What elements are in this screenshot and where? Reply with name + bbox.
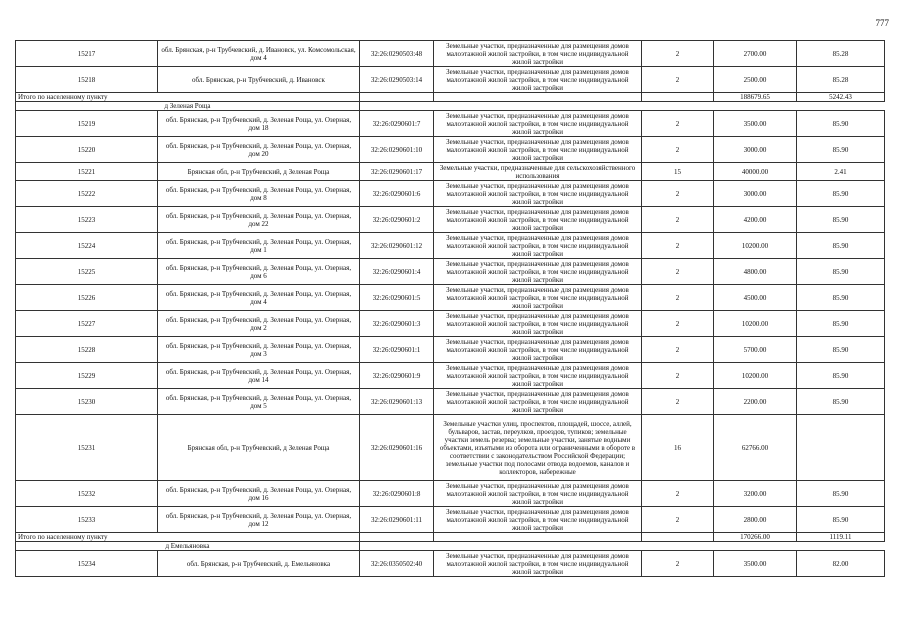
group-cell: 15 xyxy=(642,163,714,181)
address-cell: обл. Брянская, р-н Трубчевский, д. Зеленая Роща, ул. Озерная, дом 1 xyxy=(158,233,360,259)
rate-cell: 85.90 xyxy=(797,259,885,285)
group-cell: 2 xyxy=(642,181,714,207)
cadastral-number-cell: 32:26:0290503:14 xyxy=(360,67,434,93)
address-cell: обл. Брянская, р-н Трубчевский, д. Зеленая Роща, ул. Озерная, дом 16 xyxy=(158,481,360,507)
area-cell: 4200.00 xyxy=(714,207,797,233)
rate-cell xyxy=(797,415,885,481)
group-cell: 2 xyxy=(642,111,714,137)
record-number: 15217 xyxy=(16,41,158,67)
land-use-cell: Земельные участки, предназначенные для размещения домов малоэтажной жилой застройки, в том числе индивидуальной жилой застройки xyxy=(434,259,642,285)
land-use-cell: Земельные участки, предназначенные для размещения домов малоэтажной жилой застройки, в том числе индивидуальной жилой застройки xyxy=(434,207,642,233)
record-number: 15223 xyxy=(16,207,158,233)
rate-cell: 82.00 xyxy=(797,551,885,577)
rate-cell: 2.41 xyxy=(797,163,885,181)
group-cell: 2 xyxy=(642,137,714,163)
land-use-cell: Земельные участки, предназначенные для размещения домов малоэтажной жилой застройки, в том числе индивидуальной жилой застройки xyxy=(434,337,642,363)
table-row xyxy=(16,163,885,181)
record-number: 15221 xyxy=(16,163,158,181)
area-cell: 3500.00 xyxy=(714,111,797,137)
land-use-cell: Земельные участки улиц, проспектов, площадей, шоссе, аллей, бульваров, застав, переулков, проездов, тупиков; земельные участки земель резерва; земельные участки, занятые водными объектами, изъятыми из оборота или ограниченными в обороте в соответствии с законодательством Российской Федерации; земельные участки под полосами отвода водоемов, каналов и коллекторов, набережные xyxy=(434,415,642,481)
rate-cell: 85.90 xyxy=(797,181,885,207)
rate-cell: 85.90 xyxy=(797,337,885,363)
land-use-cell: Земельные участки, предназначенные для размещения домов малоэтажной жилой застройки, в том числе индивидуальной жилой застройки xyxy=(434,389,642,415)
area-cell: 4800.00 xyxy=(714,259,797,285)
area-cell: 2500.00 xyxy=(714,67,797,93)
rate-cell: 85.90 xyxy=(797,207,885,233)
rate-cell: 85.90 xyxy=(797,363,885,389)
cadastral-number-cell: 32:26:0290601:9 xyxy=(360,363,434,389)
cadastral-number-cell: 32:26:0290601:5 xyxy=(360,285,434,311)
group-cell: 2 xyxy=(642,207,714,233)
record-number: 15225 xyxy=(16,259,158,285)
land-use-cell: Земельные участки, предназначенные для размещения домов малоэтажной жилой застройки, в том числе индивидуальной жилой застройки xyxy=(434,111,642,137)
land-use-cell: Земельные участки, предназначенные для размещения домов малоэтажной жилой застройки, в том числе индивидуальной жилой застройки xyxy=(434,41,642,67)
cadastral-number-cell: 32:26:0290601:13 xyxy=(360,389,434,415)
address-cell: обл. Брянская, р-н Трубчевский, д. Зеленая Роща, ул. Озерная, дом 2 xyxy=(158,311,360,337)
cadastral-number-cell: 32:26:0290601:4 xyxy=(360,259,434,285)
rate-cell: 85.90 xyxy=(797,233,885,259)
area-cell: 4500.00 xyxy=(714,285,797,311)
page-number: 777 xyxy=(875,18,889,28)
record-number: 15230 xyxy=(16,389,158,415)
cadastral-number-cell: 32:26:0290601:8 xyxy=(360,481,434,507)
rate-cell: 85.90 xyxy=(797,285,885,311)
table-row xyxy=(16,415,885,481)
record-number: 15227 xyxy=(16,311,158,337)
rate-cell: 85.90 xyxy=(797,389,885,415)
table-row xyxy=(16,181,885,207)
address-cell: обл. Брянская, р-н Трубчевский, д. Зеленая Роща, ул. Озерная, дом 5 xyxy=(158,389,360,415)
record-number: 15233 xyxy=(16,507,158,533)
address-cell: обл. Брянская, р-н Трубчевский, д. Емельяновка xyxy=(158,551,360,577)
record-number: 15229 xyxy=(16,363,158,389)
rate-cell: 85.90 xyxy=(797,111,885,137)
area-cell: 3500.00 xyxy=(714,551,797,577)
address-cell: обл. Брянская, р-н Трубчевский, д. Ивановск xyxy=(158,67,360,93)
land-use-cell: Земельные участки, предназначенные для сельскохозяйственного использования xyxy=(434,163,642,181)
total-label: Итого по населенному пункту xyxy=(16,533,360,542)
address-cell: Брянская обл, р-н Трубчевский, д Зеленая Роща xyxy=(158,415,360,481)
area-cell: 3000.00 xyxy=(714,181,797,207)
record-number: 15231 xyxy=(16,415,158,481)
record-number: 15222 xyxy=(16,181,158,207)
table-row xyxy=(16,551,885,577)
land-use-cell: Земельные участки, предназначенные для размещения домов малоэтажной жилой застройки, в том числе индивидуальной жилой застройки xyxy=(434,507,642,533)
cadastral-number-cell: 32:26:0290601:6 xyxy=(360,181,434,207)
table-row xyxy=(16,111,885,137)
total-rate: 1119.11 xyxy=(797,533,885,542)
cadastral-number-cell: 32:26:0290601:1 xyxy=(360,337,434,363)
address-cell: обл. Брянская, р-н Трубчевский, д. Зеленая Роща, ул. Озерная, дом 6 xyxy=(158,259,360,285)
address-cell: обл. Брянская, р-н Трубчевский, д. Зеленая Роща, ул. Озерная, дом 4 xyxy=(158,285,360,311)
table-row xyxy=(16,507,885,533)
cadastral-number-cell: 32:26:0290503:48 xyxy=(360,41,434,67)
land-use-cell: Земельные участки, предназначенные для размещения домов малоэтажной жилой застройки, в том числе индивидуальной жилой застройки xyxy=(434,481,642,507)
address-cell: обл. Брянская, р-н Трубчевский, д. Зеленая Роща, ул. Озерная, дом 12 xyxy=(158,507,360,533)
cadastral-number-cell: 32:26:0290601:3 xyxy=(360,311,434,337)
table-body xyxy=(16,41,885,577)
locality-total-row xyxy=(16,93,885,102)
total-area: 188679.65 xyxy=(714,93,797,102)
group-cell: 2 xyxy=(642,67,714,93)
table-row xyxy=(16,285,885,311)
table-row xyxy=(16,311,885,337)
rate-cell: 85.28 xyxy=(797,41,885,67)
locality-header-row xyxy=(16,102,885,111)
group-cell: 2 xyxy=(642,259,714,285)
area-cell: 62766.00 xyxy=(714,415,797,481)
group-cell: 2 xyxy=(642,337,714,363)
table-row xyxy=(16,337,885,363)
rate-cell: 85.90 xyxy=(797,507,885,533)
group-cell: 2 xyxy=(642,507,714,533)
area-cell: 2700.00 xyxy=(714,41,797,67)
area-cell: 5700.00 xyxy=(714,337,797,363)
table-row xyxy=(16,363,885,389)
record-number: 15219 xyxy=(16,111,158,137)
cadastral-number-cell: 32:26:0290601:16 xyxy=(360,415,434,481)
table-row xyxy=(16,207,885,233)
land-use-cell: Земельные участки, предназначенные для размещения домов малоэтажной жилой застройки, в том числе индивидуальной жилой застройки xyxy=(434,311,642,337)
table-row xyxy=(16,137,885,163)
total-label: Итого по населенному пункту xyxy=(16,93,360,102)
rate-cell: 85.90 xyxy=(797,311,885,337)
address-cell: обл. Брянская, р-н Трубчевский, д. Зеленая Роща, ул. Озерная, дом 14 xyxy=(158,363,360,389)
rate-cell: 85.90 xyxy=(797,137,885,163)
cadastral-value-table xyxy=(15,40,885,577)
address-cell: обл. Брянская, р-н Трубчевский, д. Зеленая Роща, ул. Озерная, дом 22 xyxy=(158,207,360,233)
record-number: 15218 xyxy=(16,67,158,93)
land-use-cell: Земельные участки, предназначенные для размещения домов малоэтажной жилой застройки, в том числе индивидуальной жилой застройки xyxy=(434,137,642,163)
area-cell: 2800.00 xyxy=(714,507,797,533)
group-cell: 2 xyxy=(642,311,714,337)
record-number: 15228 xyxy=(16,337,158,363)
record-number: 15226 xyxy=(16,285,158,311)
land-use-cell: Земельные участки, предназначенные для размещения домов малоэтажной жилой застройки, в том числе индивидуальной жилой застройки xyxy=(434,363,642,389)
locality-name: д Зеленая Роща xyxy=(16,102,360,111)
address-cell: Брянская обл, р-н Трубчевский, д Зеленая Роща xyxy=(158,163,360,181)
locality-total-row xyxy=(16,533,885,542)
cadastral-number-cell: 32:26:0290601:11 xyxy=(360,507,434,533)
locality-header-row xyxy=(16,542,885,551)
address-cell: обл. Брянская, р-н Трубчевский, д. Ивановск, ул. Комсомольская, дом 4 xyxy=(158,41,360,67)
table-row xyxy=(16,41,885,67)
record-number: 15232 xyxy=(16,481,158,507)
land-use-cell: Земельные участки, предназначенные для размещения домов малоэтажной жилой застройки, в том числе индивидуальной жилой застройки xyxy=(434,67,642,93)
group-cell: 2 xyxy=(642,41,714,67)
area-cell: 3200.00 xyxy=(714,481,797,507)
record-number: 15220 xyxy=(16,137,158,163)
cadastral-number-cell: 32:26:0290601:2 xyxy=(360,207,434,233)
land-use-cell: Земельные участки, предназначенные для размещения домов малоэтажной жилой застройки, в том числе индивидуальной жилой застройки xyxy=(434,551,642,577)
record-number: 15224 xyxy=(16,233,158,259)
group-cell: 2 xyxy=(642,233,714,259)
area-cell: 40000.00 xyxy=(714,163,797,181)
area-cell: 2200.00 xyxy=(714,389,797,415)
group-cell: 2 xyxy=(642,389,714,415)
table-row xyxy=(16,233,885,259)
address-cell: обл. Брянская, р-н Трубчевский, д. Зеленая Роща, ул. Озерная, дом 18 xyxy=(158,111,360,137)
cadastral-number-cell: 32:26:0290601:7 xyxy=(360,111,434,137)
table-row xyxy=(16,67,885,93)
group-cell: 2 xyxy=(642,285,714,311)
cadastral-number-cell: 32:26:0290601:12 xyxy=(360,233,434,259)
total-area: 170266.00 xyxy=(714,533,797,542)
address-cell: обл. Брянская, р-н Трубчевский, д. Зеленая Роща, ул. Озерная, дом 3 xyxy=(158,337,360,363)
table-row xyxy=(16,389,885,415)
land-use-cell: Земельные участки, предназначенные для размещения домов малоэтажной жилой застройки, в том числе индивидуальной жилой застройки xyxy=(434,285,642,311)
record-number: 15234 xyxy=(16,551,158,577)
cadastral-number-cell: 32:26:0290601:17 xyxy=(360,163,434,181)
table-row xyxy=(16,481,885,507)
cadastral-number-cell: 32:26:0350502:40 xyxy=(360,551,434,577)
group-cell: 2 xyxy=(642,551,714,577)
rate-cell: 85.90 xyxy=(797,481,885,507)
rate-cell: 85.28 xyxy=(797,67,885,93)
land-use-cell: Земельные участки, предназначенные для размещения домов малоэтажной жилой застройки, в том числе индивидуальной жилой застройки xyxy=(434,233,642,259)
land-use-cell: Земельные участки, предназначенные для размещения домов малоэтажной жилой застройки, в том числе индивидуальной жилой застройки xyxy=(434,181,642,207)
total-rate: 5242.43 xyxy=(797,93,885,102)
table-row xyxy=(16,259,885,285)
area-cell: 3000.00 xyxy=(714,137,797,163)
locality-name: д Емельяновка xyxy=(16,542,360,551)
group-cell: 2 xyxy=(642,363,714,389)
address-cell: обл. Брянская, р-н Трубчевский, д. Зеленая Роща, ул. Озерная, дом 20 xyxy=(158,137,360,163)
area-cell: 10200.00 xyxy=(714,363,797,389)
area-cell: 10200.00 xyxy=(714,233,797,259)
group-cell: 16 xyxy=(642,415,714,481)
cadastral-number-cell: 32:26:0290601:10 xyxy=(360,137,434,163)
address-cell: обл. Брянская, р-н Трубчевский, д. Зеленая Роща, ул. Озерная, дом 8 xyxy=(158,181,360,207)
group-cell: 2 xyxy=(642,481,714,507)
area-cell: 10200.00 xyxy=(714,311,797,337)
